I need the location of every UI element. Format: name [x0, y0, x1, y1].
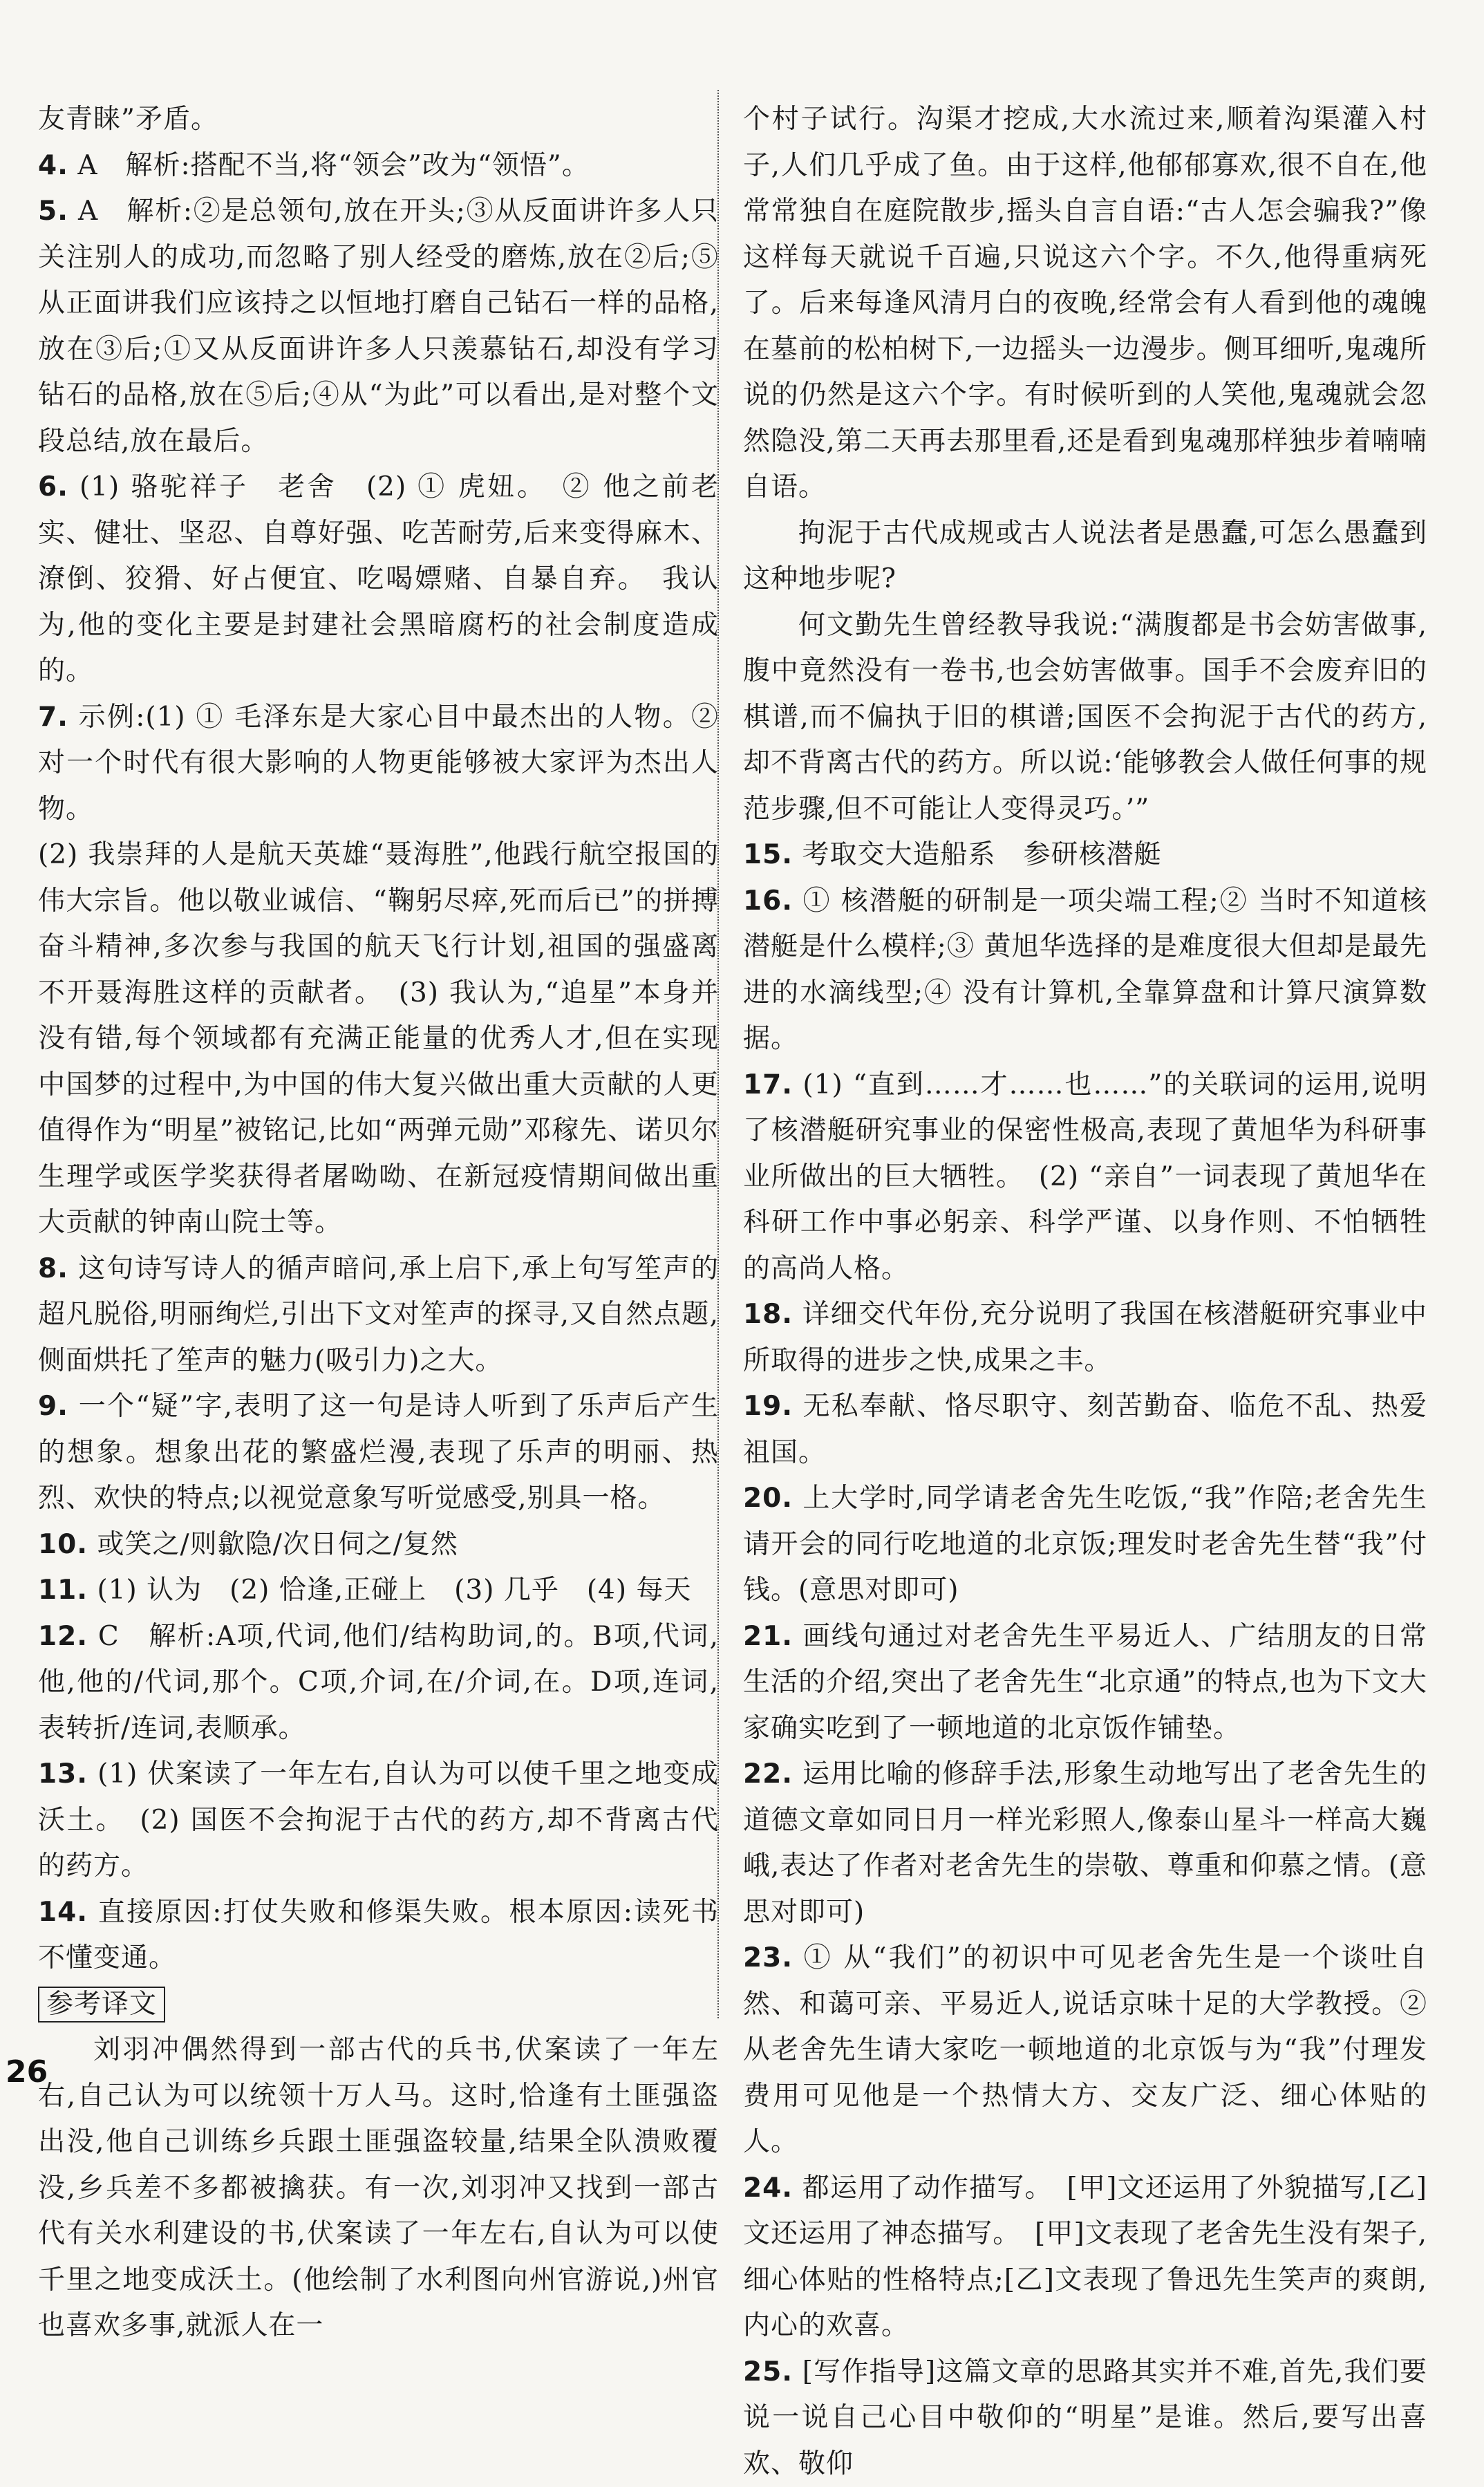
item-text: 或笑之/则歙隐/次日伺之/复然: [97, 1529, 458, 1560]
answer-item: [38, 1614, 719, 1752]
answer-item: [38, 1568, 719, 1614]
item-text: A 解析:搭配不当,将“领会”改为“领悟”。: [77, 150, 589, 181]
item-text: (1) “直到……才……也……”的关联词的运用,说明了核潜艇研究事业的保密性极高,表现了黄旭华为科研事业所做出的巨大牺牲。 (2) “亲自”一词表现了黄旭华在科研工作中事必躬亲、科学严谨、以身作则、不怕牺牲的高尚人格。: [743, 1069, 1427, 1284]
answer-item: [743, 1062, 1427, 1293]
item-text: 示例:(1) ① 毛泽东是大家心目中最杰出的人物。② 对一个时代有很大影响的人物更能够被大家评为杰出人物。: [38, 702, 719, 825]
item-number: 11.: [38, 1575, 88, 1606]
item-text: (2) 我崇拜的人是航天英雄“聂海胜”,他践行航空报国的伟大宗旨。他以敬业诚信、“鞠躬尽瘁,死而后已”的拼搏奋斗精神,多次参与我国的航天飞行计划,祖国的强盛离不开聂海胜这样的贡献者。 (3) 我认为,“追星”本身并没有错,每个领域都有充满正能量的优秀人才,但在实现中国梦的过程中,为中国的伟大复兴做出重大贡献的人更值得作为“明星”被铭记,比如“两弹元勋”邓稼先、诺贝尔生理学或医学奖获得者屠呦呦、在新冠疫情期间做出重大贡献的钟南山院士等。: [38, 839, 719, 1238]
item-number: 24.: [743, 2172, 793, 2204]
item-number: 22.: [743, 1758, 793, 1790]
item-text: 一个“疑”字,表明了这一句是诗人听到了乐声后产生的想象。想象出花的繁盛烂漫,表现了乐声的明丽、热烈、欢快的特点;以视觉意象写听觉感受,别具一格。: [38, 1391, 719, 1514]
item-number: 9.: [38, 1391, 68, 1422]
item-text: (1) 骆驼祥子 老舍 (2) ① 虎妞。 ② 他之前老实、健壮、坚忍、自尊好强、吃苦耐劳,后来变得麻木、潦倒、狡猾、好占便宜、吃喝嫖赌、自暴自弃。 我认为,他的变化主要是封建社会黑暗腐朽的社会制度造成的。: [38, 471, 719, 686]
item-text: ① 核潜艇的研制是一项尖端工程;② 当时不知道核潜艇是什么模样;③ 黄旭华选择的是难度很大但却是最先进的水滴线型;④ 没有计算机,全靠算盘和计算尺演算数据。: [743, 885, 1427, 1055]
item-number: 15.: [743, 839, 793, 870]
item-text: 运用比喻的修辞手法,形象生动地写出了老舍先生的道德文章如同日月一样光彩照人,像泰山星斗一样高大巍峨,表达了作者对老舍先生的崇敬、尊重和仰慕之情。(意思对即可): [743, 1758, 1427, 1928]
item-number: 10.: [38, 1529, 88, 1560]
item-text: (1) 认为 (2) 恰逢,正碰上 (3) 几乎 (4) 每天: [97, 1575, 692, 1606]
item-text: 何文勤先生曾经教导我说:“满腹都是书会妨害做事,腹中竟然没有一卷书,也会妨害做事。国手不会废弃旧的棋谱,而不偏执于旧的棋谱;国医不会拘泥于古代的药方,却不背离古代的药方。所以说:‘能够教会人做任何事的规范步骤,但不可能让人变得灵巧。’”: [743, 610, 1427, 825]
answer-item: [743, 511, 1427, 603]
page-number: 26: [6, 2054, 48, 2090]
answer-item: [743, 1935, 1427, 2166]
item-number: 25.: [743, 2356, 793, 2387]
item-text: ① 从“我们”的初识中可见老舍先生是一个谈吐自然、和蔼可亲、平易近人,说话京味十足的大学教授。② 从老舍先生请大家吃一顿地道的北京饭与为“我”付理发费用可见他是一个热情大方、交友广泛、细心体贴的人。: [743, 1942, 1427, 2157]
answer-item: [38, 97, 719, 143]
item-number: 12.: [38, 1621, 88, 1652]
item-number: 14.: [38, 1897, 88, 1928]
item-text: C 解析:A项,代词,他们/结构助词,的。B项,代词,他,他的/代词,那个。C项,介词,在/介词,在。D项,连词,表转折/连词,表顺承。: [38, 1621, 719, 1744]
answer-item: [743, 1614, 1427, 1752]
answer-item: [38, 189, 719, 464]
answer-item: [743, 603, 1427, 833]
answer-item: [743, 2166, 1427, 2349]
item-text: 详细交代年份,充分说明了我国在核潜艇研究事业中所取得的进步之快,成果之丰。: [743, 1299, 1427, 1376]
section-tag: [38, 1982, 719, 2028]
answer-item: [38, 1522, 719, 1568]
answer-item: [743, 879, 1427, 1062]
answer-item: [38, 1752, 719, 1890]
answer-item: [743, 1476, 1427, 1614]
answer-item: [38, 1890, 719, 1982]
answer-item: [743, 1752, 1427, 1935]
item-text: A 解析:②是总领句,放在开头;③从反面讲许多人只关注别人的成功,而忽略了别人经受的磨炼,放在②后;⑤从正面讲我们应该持之以恒地打磨自己钻石一样的品格,放在③后;①又从反面讲许多人只羡慕钻石,却没有学习钻石的品格,放在⑤后;④从“为此”可以看出,是对整个文段总结,放在最后。: [38, 196, 719, 457]
answer-item: [38, 2027, 719, 2349]
answer-item: [743, 832, 1427, 879]
answer-item: [743, 2349, 1427, 2487]
answer-item: [38, 464, 719, 695]
item-number: 6.: [38, 471, 68, 503]
item-number: 5.: [38, 196, 68, 227]
answer-item: [743, 1292, 1427, 1384]
reference-translation-label: 参考译文: [38, 1987, 165, 2023]
item-text: 友青睐”矛盾。: [38, 104, 218, 135]
answer-item: [38, 695, 719, 833]
item-text: 直接原因:打仗失败和修渠失败。根本原因:读死书不懂变通。: [38, 1897, 719, 1974]
item-number: 20.: [743, 1483, 793, 1514]
answer-item: [38, 832, 719, 1246]
right-column: [743, 97, 1427, 2487]
item-text: 这句诗写诗人的循声暗问,承上启下,承上句写笙声的超凡脱俗,明丽绚烂,引出下文对笙声的探寻,又自然点题,侧面烘托了笙声的魅力(吸引力)之大。: [38, 1253, 719, 1376]
answer-item: [38, 1384, 719, 1522]
item-number: 18.: [743, 1299, 793, 1330]
item-text: [写作指导]这篇文章的思路其实并不难,首先,我们要说一说自己心目中敬仰的“明星”是谁。然后,要写出喜欢、敬仰: [743, 2356, 1427, 2479]
item-number: 16.: [743, 885, 793, 917]
item-number: 8.: [38, 1253, 68, 1284]
item-number: 21.: [743, 1621, 793, 1652]
item-text: 上大学时,同学请老舍先生吃饭,“我”作陪;老舍先生请开会的同行吃地道的北京饭;理发时老舍先生替“我”付钱。(意思对即可): [743, 1483, 1427, 1606]
item-text: 个村子试行。沟渠才挖成,大水流过来,顺着沟渠灌入村子,人们几乎成了鱼。由于这样,他郁郁寡欢,很不自在,他常常独自在庭院散步,摇头自言自语:“古人怎会骗我?”像这样每天就说千百遍,只说这六个字。不久,他得重病死了。后来每逢风清月白的夜晚,经常会有人看到他的魂魄在墓前的松柏树下,一边摇头一边漫步。侧耳细听,鬼魂所说的仍然是这六个字。有时候听到的人笑他,鬼魂就会忽然隐没,第二天再去那里看,还是看到鬼魂那样独步着喃喃自语。: [743, 104, 1427, 503]
answer-item: [743, 97, 1427, 511]
item-number: 4.: [38, 150, 68, 181]
item-number: 19.: [743, 1391, 793, 1422]
item-text: 无私奉献、恪尽职守、刻苦勤奋、临危不乱、热爱祖国。: [743, 1391, 1427, 1468]
item-text: (1) 伏案读了一年左右,自认为可以使千里之地变成沃土。 (2) 国医不会拘泥于古代的药方,却不背离古代的药方。: [38, 1758, 719, 1881]
item-text: 拘泥于古代成规或古人说法者是愚蠢,可怎么愚蠢到这种地步呢?: [743, 518, 1427, 595]
answer-item: [743, 1384, 1427, 1476]
item-text: 画线句通过对老舍先生平易近人、广结朋友的日常生活的介绍,突出了老舍先生“北京通”的特点,也为下文大家确实吃到了一顿地道的北京饭作铺垫。: [743, 1621, 1427, 1744]
item-text: 刘羽冲偶然得到一部古代的兵书,伏案读了一年左右,自己认为可以统领十万人马。这时,恰逢有土匪强盗出没,他自己训练乡兵跟土匪强盗较量,结果全队溃败覆没,乡兵差不多都被擒获。有一次,刘羽冲又找到一部古代有关水利建设的书,伏案读了一年左右,自认为可以使千里之地变成沃土。(他绘制了水利图向州官游说,)州官也喜欢多事,就派人在一: [38, 2034, 719, 2341]
item-number: 17.: [743, 1069, 793, 1100]
left-column: [38, 97, 719, 2349]
item-number: 7.: [38, 702, 68, 733]
answer-item: [38, 143, 719, 189]
item-text: 都运用了动作描写。 [甲]文还运用了外貌描写,[乙]文还运用了神态描写。 [甲]文表现了老舍先生没有架子,细心体贴的性格特点;[乙]文表现了鲁迅先生笑声的爽朗,内心的欢喜。: [743, 2172, 1427, 2342]
item-text: 考取交大造船系 参研核潜艇: [802, 839, 1162, 870]
item-number: 13.: [38, 1758, 88, 1790]
answer-item: [38, 1246, 719, 1385]
item-number: 23.: [743, 1942, 793, 1973]
